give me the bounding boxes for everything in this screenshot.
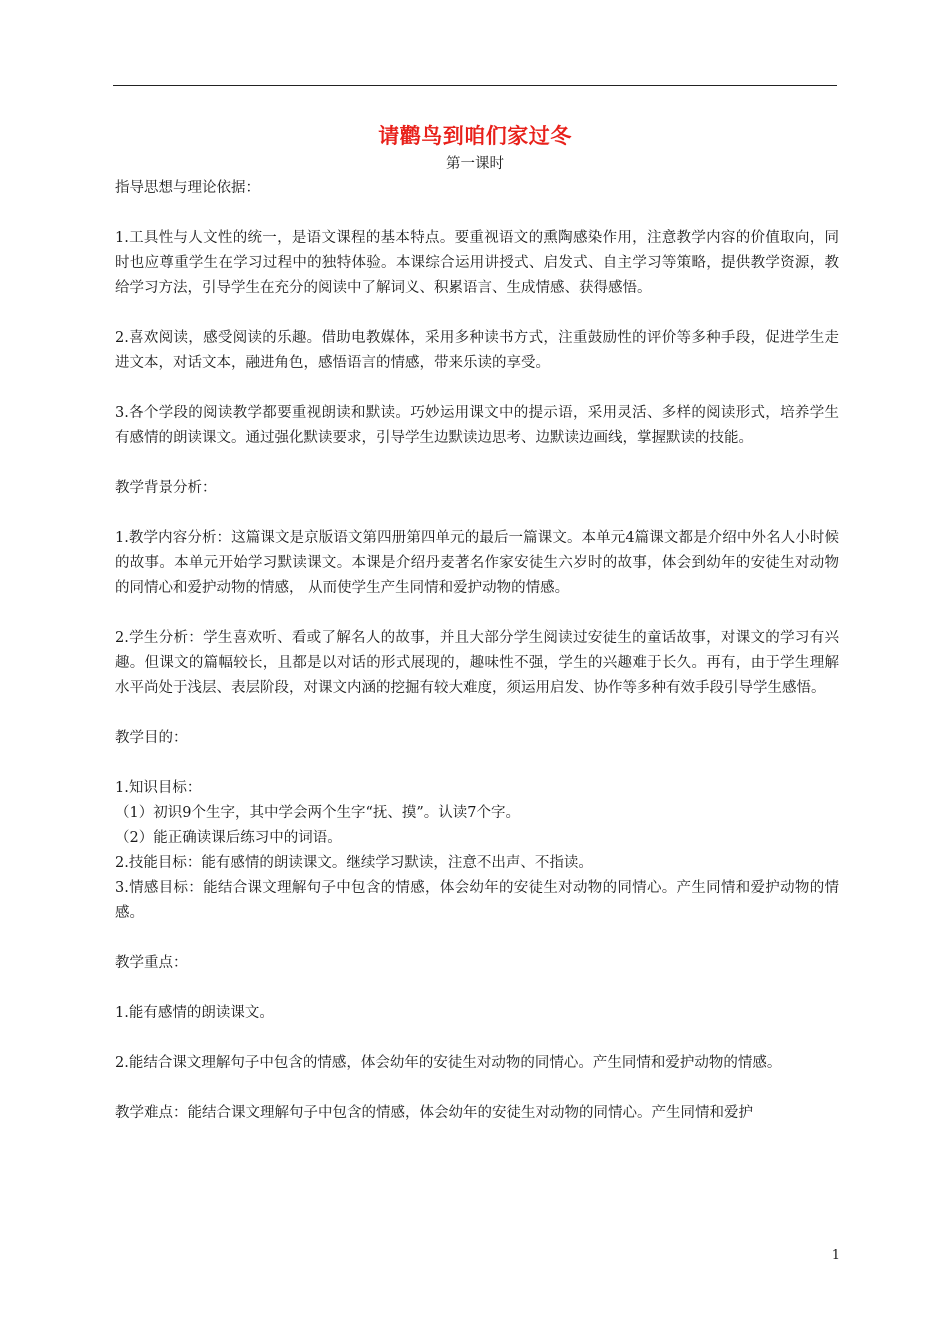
paragraph-gap — [115, 1026, 839, 1051]
section-difficulty: 教学难点：能结合课文理解句子中包含的情感，体会幼年的安徒生对动物的同情心。产生同情和爱护 — [115, 1105, 753, 1121]
paragraph: 1.能有感情的朗读课文。 — [115, 1005, 274, 1021]
paragraph-gap — [115, 376, 839, 401]
paragraph-gap — [115, 1076, 839, 1101]
section-heading-objectives: 教学目的： — [115, 730, 188, 746]
objective-line: 3.情感目标：能结合课文理解句子中包含的情感，体会幼年的安徒生对动物的同情心。产生同情和爱护动物的情感。 — [115, 880, 839, 921]
paragraph-gap — [115, 601, 839, 626]
paragraph-gap — [115, 501, 839, 526]
header-rule — [113, 85, 837, 86]
section-heading-guiding: 指导思想与理论依据： — [115, 180, 260, 196]
paragraph: 2.学生分析：学生喜欢听、看或了解名人的故事，并且大部分学生阅读过安徒生的童话故事，对课文的学习有兴趣。但课文的篇幅较长，且都是以对话的形式展现的，趣味性不强，学生的兴趣难于长久。再有，由于学生理解水平尚处于浅层、表层阶段，对课文内涵的挖掘有较大难度，须运用启发、协作等多种有效手段引导学生感悟。 — [115, 630, 839, 696]
document-body — [115, 176, 839, 1126]
objective-line: （1）初识9个生字，其中学会两个生字“抚、摸”。认读7个字。 — [115, 805, 520, 821]
paragraph: 1.工具性与人文性的统一，是语文课程的基本特点。要重视语文的熏陶感染作用，注意教学内容的价值取向，同时也应尊重学生在学习过程中的独特体验。本课综合运用讲授式、启发式、自主学习等策略，提供教学资源，教给学习方法，引导学生在充分的阅读中了解词义、积累语言、生成情感、获得感悟。 — [115, 230, 839, 296]
paragraph: 2.能结合课文理解句子中包含的情感，体会幼年的安徒生对动物的同情心。产生同情和爱护动物的情感。 — [115, 1055, 782, 1071]
paragraph-gap — [115, 701, 839, 726]
objective-line: 2.技能目标：能有感情的朗读课文。继续学习默读，注意不出声、不指读。 — [115, 855, 593, 871]
paragraph: 2.喜欢阅读，感受阅读的乐趣。借助电教媒体，采用多种读书方式，注重鼓励性的评价等多种手段，促进学生走进文本，对话文本，融进角色，感悟语言的情感，带来乐读的享受。 — [115, 330, 839, 371]
paragraph: 3.各个学段的阅读教学都要重视朗读和默读。巧妙运用课文中的提示语，采用灵活、多样的阅读形式，培养学生有感情的朗读课文。通过强化默读要求，引导学生边默读边思考、边默读边画线，掌握默读的技能。 — [115, 405, 839, 446]
paragraph-gap — [115, 976, 839, 1001]
paragraph-gap — [115, 751, 839, 776]
document-title: 请鹳鸟到咱们家过冬 — [378, 123, 572, 148]
objective-line: （2）能正确读课后练习中的词语。 — [115, 830, 342, 846]
page-number: 1 — [831, 1248, 840, 1263]
paragraph-gap — [115, 926, 839, 951]
section-heading-background: 教学背景分析： — [115, 480, 217, 496]
paragraph: 1.教学内容分析：这篇课文是京版语文第四册第四单元的最后一篇课文。本单元4篇课文都是介绍中外名人小时候的故事。本单元开始学习默读课文。本课是介绍丹麦著名作家安徒生六岁时的故事，体会到幼年的安徒生对动物的同情心和爱护动物的情感， 从而使学生产生同情和爱护动物的情感。 — [115, 530, 839, 596]
paragraph-gap — [115, 201, 839, 226]
paragraph-gap — [115, 451, 839, 476]
paragraph-gap — [115, 301, 839, 326]
objective-line: 1.知识目标： — [115, 780, 202, 796]
section-heading-key-points: 教学重点： — [115, 955, 188, 971]
document-subtitle: 第一课时 — [446, 156, 504, 172]
